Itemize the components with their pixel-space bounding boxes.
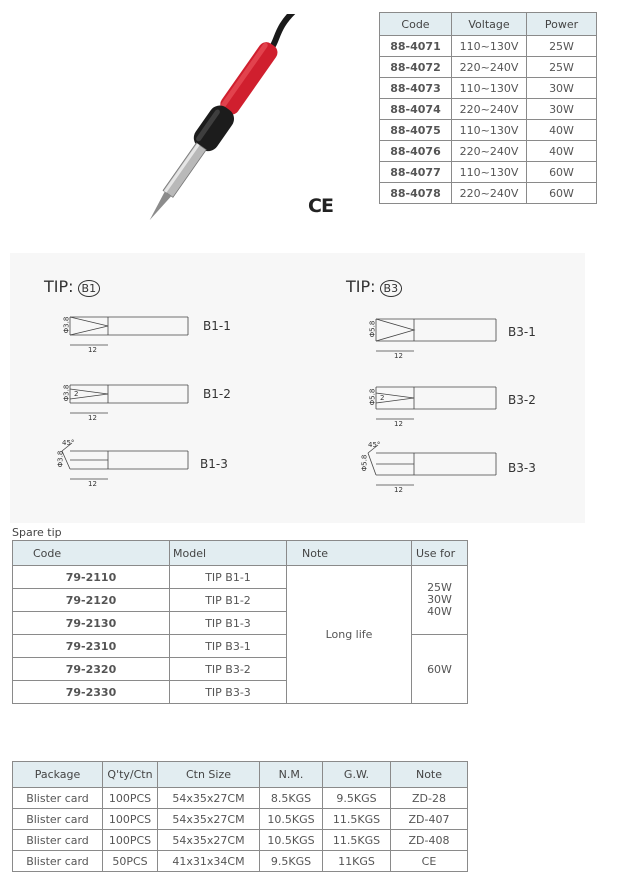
pack-note-cell: CE [391, 851, 468, 872]
pack-qty-cell: 100PCS [103, 830, 158, 851]
tip-b1-prefix: TIP: [44, 277, 74, 296]
spec-code-cell: 88-4071 [380, 36, 452, 57]
use-b1-25w: 25W [427, 581, 452, 594]
spec-row [380, 120, 597, 141]
spec-voltage-cell: 220~240V [452, 99, 527, 120]
spec-code-cell: 88-4073 [380, 78, 452, 99]
soldering-iron-image [118, 14, 333, 224]
pack-package-cell: Blister card [13, 830, 103, 851]
pack-note-cell: ZD-28 [391, 788, 468, 809]
pack-nm-cell: 10.5KGS [260, 830, 323, 851]
pack-gw-cell: 11KGS [323, 851, 391, 872]
dim-b1-1-length: 12 [88, 346, 97, 354]
pack-package-cell: Blister card [13, 851, 103, 872]
spec-voltage-cell: 110~130V [452, 36, 527, 57]
col-model: Model [170, 541, 287, 566]
dim-b3-2-width: 2 [380, 394, 385, 402]
tip-b1-3-drawing [62, 443, 188, 479]
spec-voltage-cell: 110~130V [452, 78, 527, 99]
tip-b1-3-label: B1-3 [200, 457, 228, 471]
tip-b1-2-drawing [70, 385, 188, 413]
spec-voltage-cell: 220~240V [452, 183, 527, 204]
spec-code-cell: 88-4075 [380, 120, 452, 141]
col-power: Power [527, 13, 597, 36]
spec-power-cell: 60W [527, 183, 597, 204]
col-nm: N.M. [260, 762, 323, 788]
spec-row [380, 141, 597, 162]
pack-nm-cell: 9.5KGS [260, 851, 323, 872]
pack-qty-cell: 100PCS [103, 788, 158, 809]
spare-tip-title: Spare tip [12, 526, 62, 539]
spec-voltage-cell: 220~240V [452, 141, 527, 162]
spare-model-5: TIP B3-3 [170, 681, 287, 704]
tip-b1-circle: B1 [78, 280, 101, 297]
spare-model-2: TIP B1-3 [170, 612, 287, 635]
pack-ctn-size-cell: 54x35x27CM [158, 830, 260, 851]
spec-row [380, 99, 597, 120]
spec-power-cell: 25W [527, 57, 597, 78]
spare-code-0: 79-2110 [13, 566, 170, 589]
tip-diagrams [10, 253, 585, 523]
col-use-for: Use for [412, 541, 468, 566]
spec-power-cell: 40W [527, 120, 597, 141]
spare-code-4: 79-2320 [13, 658, 170, 681]
spec-row [380, 183, 597, 204]
col-gw: G.W. [323, 762, 391, 788]
spare-use-b3: 60W [412, 635, 468, 704]
spec-power-cell: 30W [527, 78, 597, 99]
dim-b3-2-diameter: Φ5.8 [368, 388, 377, 406]
dim-b1-3-angle: 45° [62, 439, 75, 447]
tip-b3-prefix: TIP: [346, 277, 376, 296]
spare-model-3: TIP B3-1 [170, 635, 287, 658]
spec-table [379, 12, 597, 204]
tip-b3-3-label: B3-3 [508, 461, 536, 475]
dim-b3-3-diameter: Φ5.8 [360, 454, 369, 472]
col-note: Note [287, 541, 412, 566]
tip-b3-3-drawing [368, 445, 496, 485]
tip-b3-circle: B3 [380, 280, 403, 297]
col-package: Package [13, 762, 103, 788]
spare-model-4: TIP B3-2 [170, 658, 287, 681]
spare-code-3: 79-2310 [13, 635, 170, 658]
pack-gw-cell: 11.5KGS [323, 830, 391, 851]
pack-package-cell: Blister card [13, 788, 103, 809]
col-code: Code [13, 541, 170, 566]
spare-use-b1 [412, 566, 468, 635]
dim-b1-2-length: 12 [88, 414, 97, 422]
spec-code-cell: 88-4078 [380, 183, 452, 204]
packaging-row [13, 809, 468, 830]
dim-b3-2-length: 12 [394, 420, 403, 428]
spare-note: Long life [287, 566, 412, 704]
pack-gw-cell: 9.5KGS [323, 788, 391, 809]
pack-note-cell: ZD-407 [391, 809, 468, 830]
pack-nm-cell: 8.5KGS [260, 788, 323, 809]
pack-note-cell: ZD-408 [391, 830, 468, 851]
packaging-row [13, 851, 468, 872]
dim-b1-1-diameter: Φ3.8 [62, 316, 71, 334]
pack-ctn-size-cell: 41x31x34CM [158, 851, 260, 872]
packaging-row [13, 788, 468, 809]
spec-code-cell: 88-4077 [380, 162, 452, 183]
spec-voltage-cell: 110~130V [452, 162, 527, 183]
spec-row [380, 57, 597, 78]
spec-voltage-cell: 220~240V [452, 57, 527, 78]
tip-b1-1-label: B1-1 [203, 319, 231, 333]
col-ctn-size: Ctn Size [158, 762, 260, 788]
spare-tip-table [12, 540, 468, 704]
spec-power-cell: 60W [527, 162, 597, 183]
dim-b1-3-length: 12 [88, 480, 97, 488]
spec-power-cell: 40W [527, 141, 597, 162]
spare-code-1: 79-2120 [13, 589, 170, 612]
tip-b3-1-label: B3-1 [508, 325, 536, 339]
spec-row [380, 78, 597, 99]
col-note: Note [391, 762, 468, 788]
tip-b1-2-label: B1-2 [203, 387, 231, 401]
col-code: Code [380, 13, 452, 36]
pack-ctn-size-cell: 54x35x27CM [158, 788, 260, 809]
dim-b3-3-angle: 45° [368, 441, 381, 449]
packaging-table [12, 761, 468, 872]
col-voltage: Voltage [452, 13, 527, 36]
spec-voltage-cell: 110~130V [452, 120, 527, 141]
spec-power-cell: 30W [527, 99, 597, 120]
tip-b1-1-drawing [70, 317, 188, 345]
spec-code-cell: 88-4076 [380, 141, 452, 162]
use-b1-40w: 40W [427, 605, 452, 618]
pack-nm-cell: 10.5KGS [260, 809, 323, 830]
spec-row [380, 36, 597, 57]
dim-b3-1-length: 12 [394, 352, 403, 360]
use-b1-30w: 30W [427, 593, 452, 606]
pack-qty-cell: 100PCS [103, 809, 158, 830]
spare-code-5: 79-2330 [13, 681, 170, 704]
spec-code-cell: 88-4074 [380, 99, 452, 120]
dim-b3-1-diameter: Φ5.8 [368, 320, 377, 338]
tip-b3-2-drawing [376, 387, 496, 419]
col-qty: Q'ty/Ctn [103, 762, 158, 788]
spec-power-cell: 25W [527, 36, 597, 57]
spare-model-1: TIP B1-2 [170, 589, 287, 612]
pack-package-cell: Blister card [13, 809, 103, 830]
spec-code-cell: 88-4072 [380, 57, 452, 78]
pack-qty-cell: 50PCS [103, 851, 158, 872]
packaging-row [13, 830, 468, 851]
pack-ctn-size-cell: 54x35x27CM [158, 809, 260, 830]
spare-model-0: TIP B1-1 [170, 566, 287, 589]
dim-b1-2-diameter: Φ3.8 [62, 384, 71, 402]
tip-b3-2-label: B3-2 [508, 393, 536, 407]
spec-row [380, 162, 597, 183]
pack-gw-cell: 11.5KGS [323, 809, 391, 830]
ce-mark: CE [308, 195, 333, 217]
spare-code-2: 79-2130 [13, 612, 170, 635]
dim-b1-2-width: 2 [74, 390, 79, 398]
tip-b3-1-drawing [376, 319, 496, 351]
dim-b1-3-diameter: Φ3.8 [56, 450, 65, 468]
dim-b3-3-length: 12 [394, 486, 403, 494]
